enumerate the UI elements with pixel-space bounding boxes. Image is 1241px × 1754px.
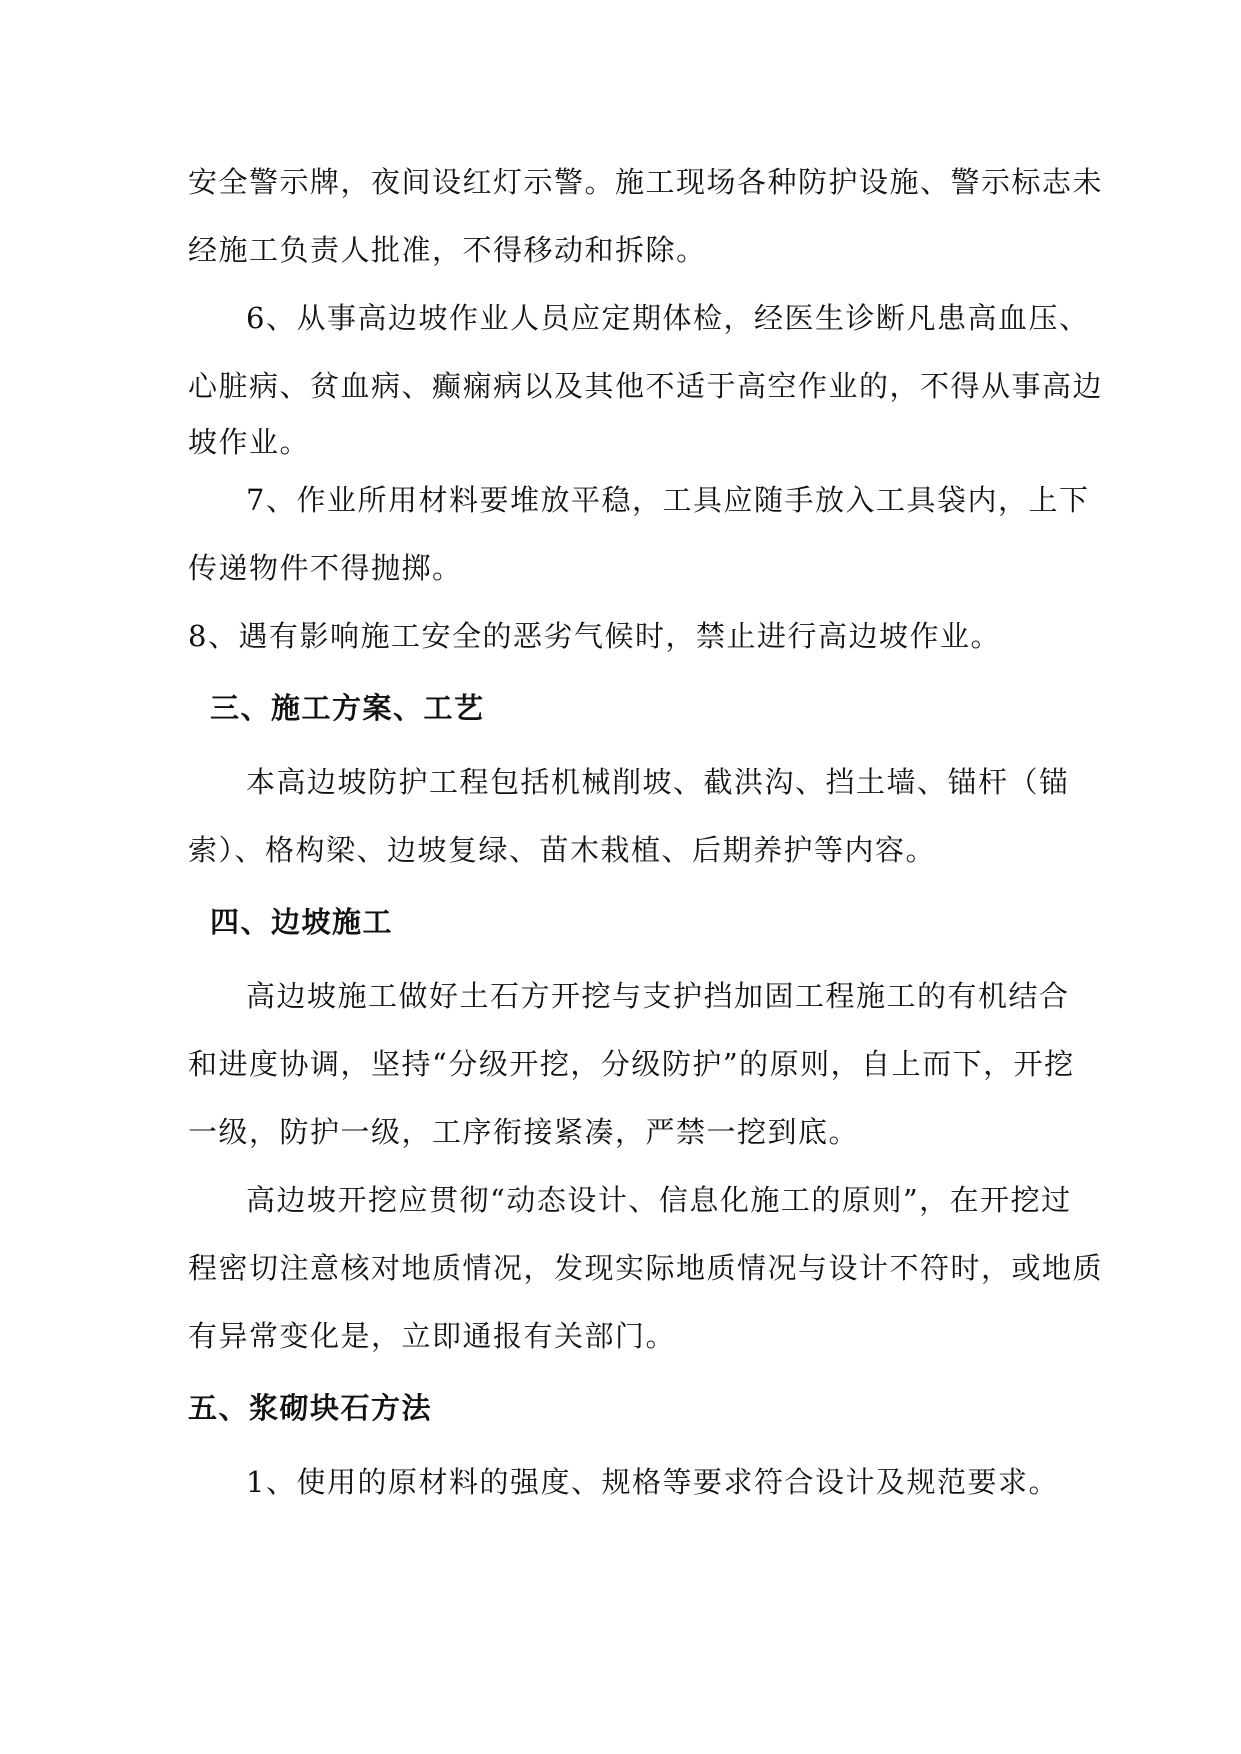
paragraph-line: 有异常变化是，立即通报有关部门。	[188, 1319, 677, 1353]
paragraph-line: 高边坡开挖应贯彻“动态设计、信息化施工的原则”，在开挖过	[246, 1183, 1072, 1217]
paragraph-line: 心脏病、贫血病、癫痫病以及其他不适于高空作业的，不得从事高边	[188, 369, 1104, 403]
paragraph-line: 经施工负责人批准，不得移动和拆除。	[188, 233, 707, 267]
paragraph-line: 6、从事高边坡作业人员应定期体检，经医生诊断凡患高血压、	[246, 301, 1090, 335]
paragraph-line: 传递物件不得抛掷。	[188, 551, 463, 585]
section-heading: 四、边坡施工	[210, 905, 394, 939]
section-heading: 三、施工方案、工艺	[210, 691, 485, 725]
paragraph-line: 8、遇有影响施工安全的恶劣气候时，禁止进行高边坡作业。	[188, 619, 1001, 653]
paragraph-line: 7、作业所用材料要堆放平稳，工具应随手放入工具袋内，上下	[246, 483, 1090, 517]
paragraph-line: 索）、格构梁、边坡复绿、苗木栽植、后期养护等内容。	[188, 833, 937, 867]
paragraph-line: 和进度协调，坚持“分级开挖，分级防护”的原则，自上而下，开挖	[188, 1047, 1075, 1081]
paragraph-line: 1、使用的原材料的强度、规格等要求符合设计及规范要求。	[246, 1465, 1059, 1499]
paragraph-line: 坡作业。	[188, 425, 311, 459]
paragraph-line: 程密切注意核对地质情况，发现实际地质情况与设计不符时，或地质	[188, 1251, 1104, 1285]
paragraph-line: 本高边坡防护工程包括机械削坡、截洪沟、挡土墙、锚杆（锚	[246, 765, 1070, 799]
paragraph-line: 高边坡施工做好土石方开挖与支护挡加固工程施工的有机结合	[246, 979, 1070, 1013]
paragraph-line: 安全警示牌，夜间设红灯示警。施工现场各种防护设施、警示标志未	[188, 165, 1104, 199]
section-heading: 五、浆砌块石方法	[188, 1391, 433, 1425]
paragraph-line: 一级，防护一级，工序衔接紧凑，严禁一挖到底。	[188, 1115, 860, 1149]
